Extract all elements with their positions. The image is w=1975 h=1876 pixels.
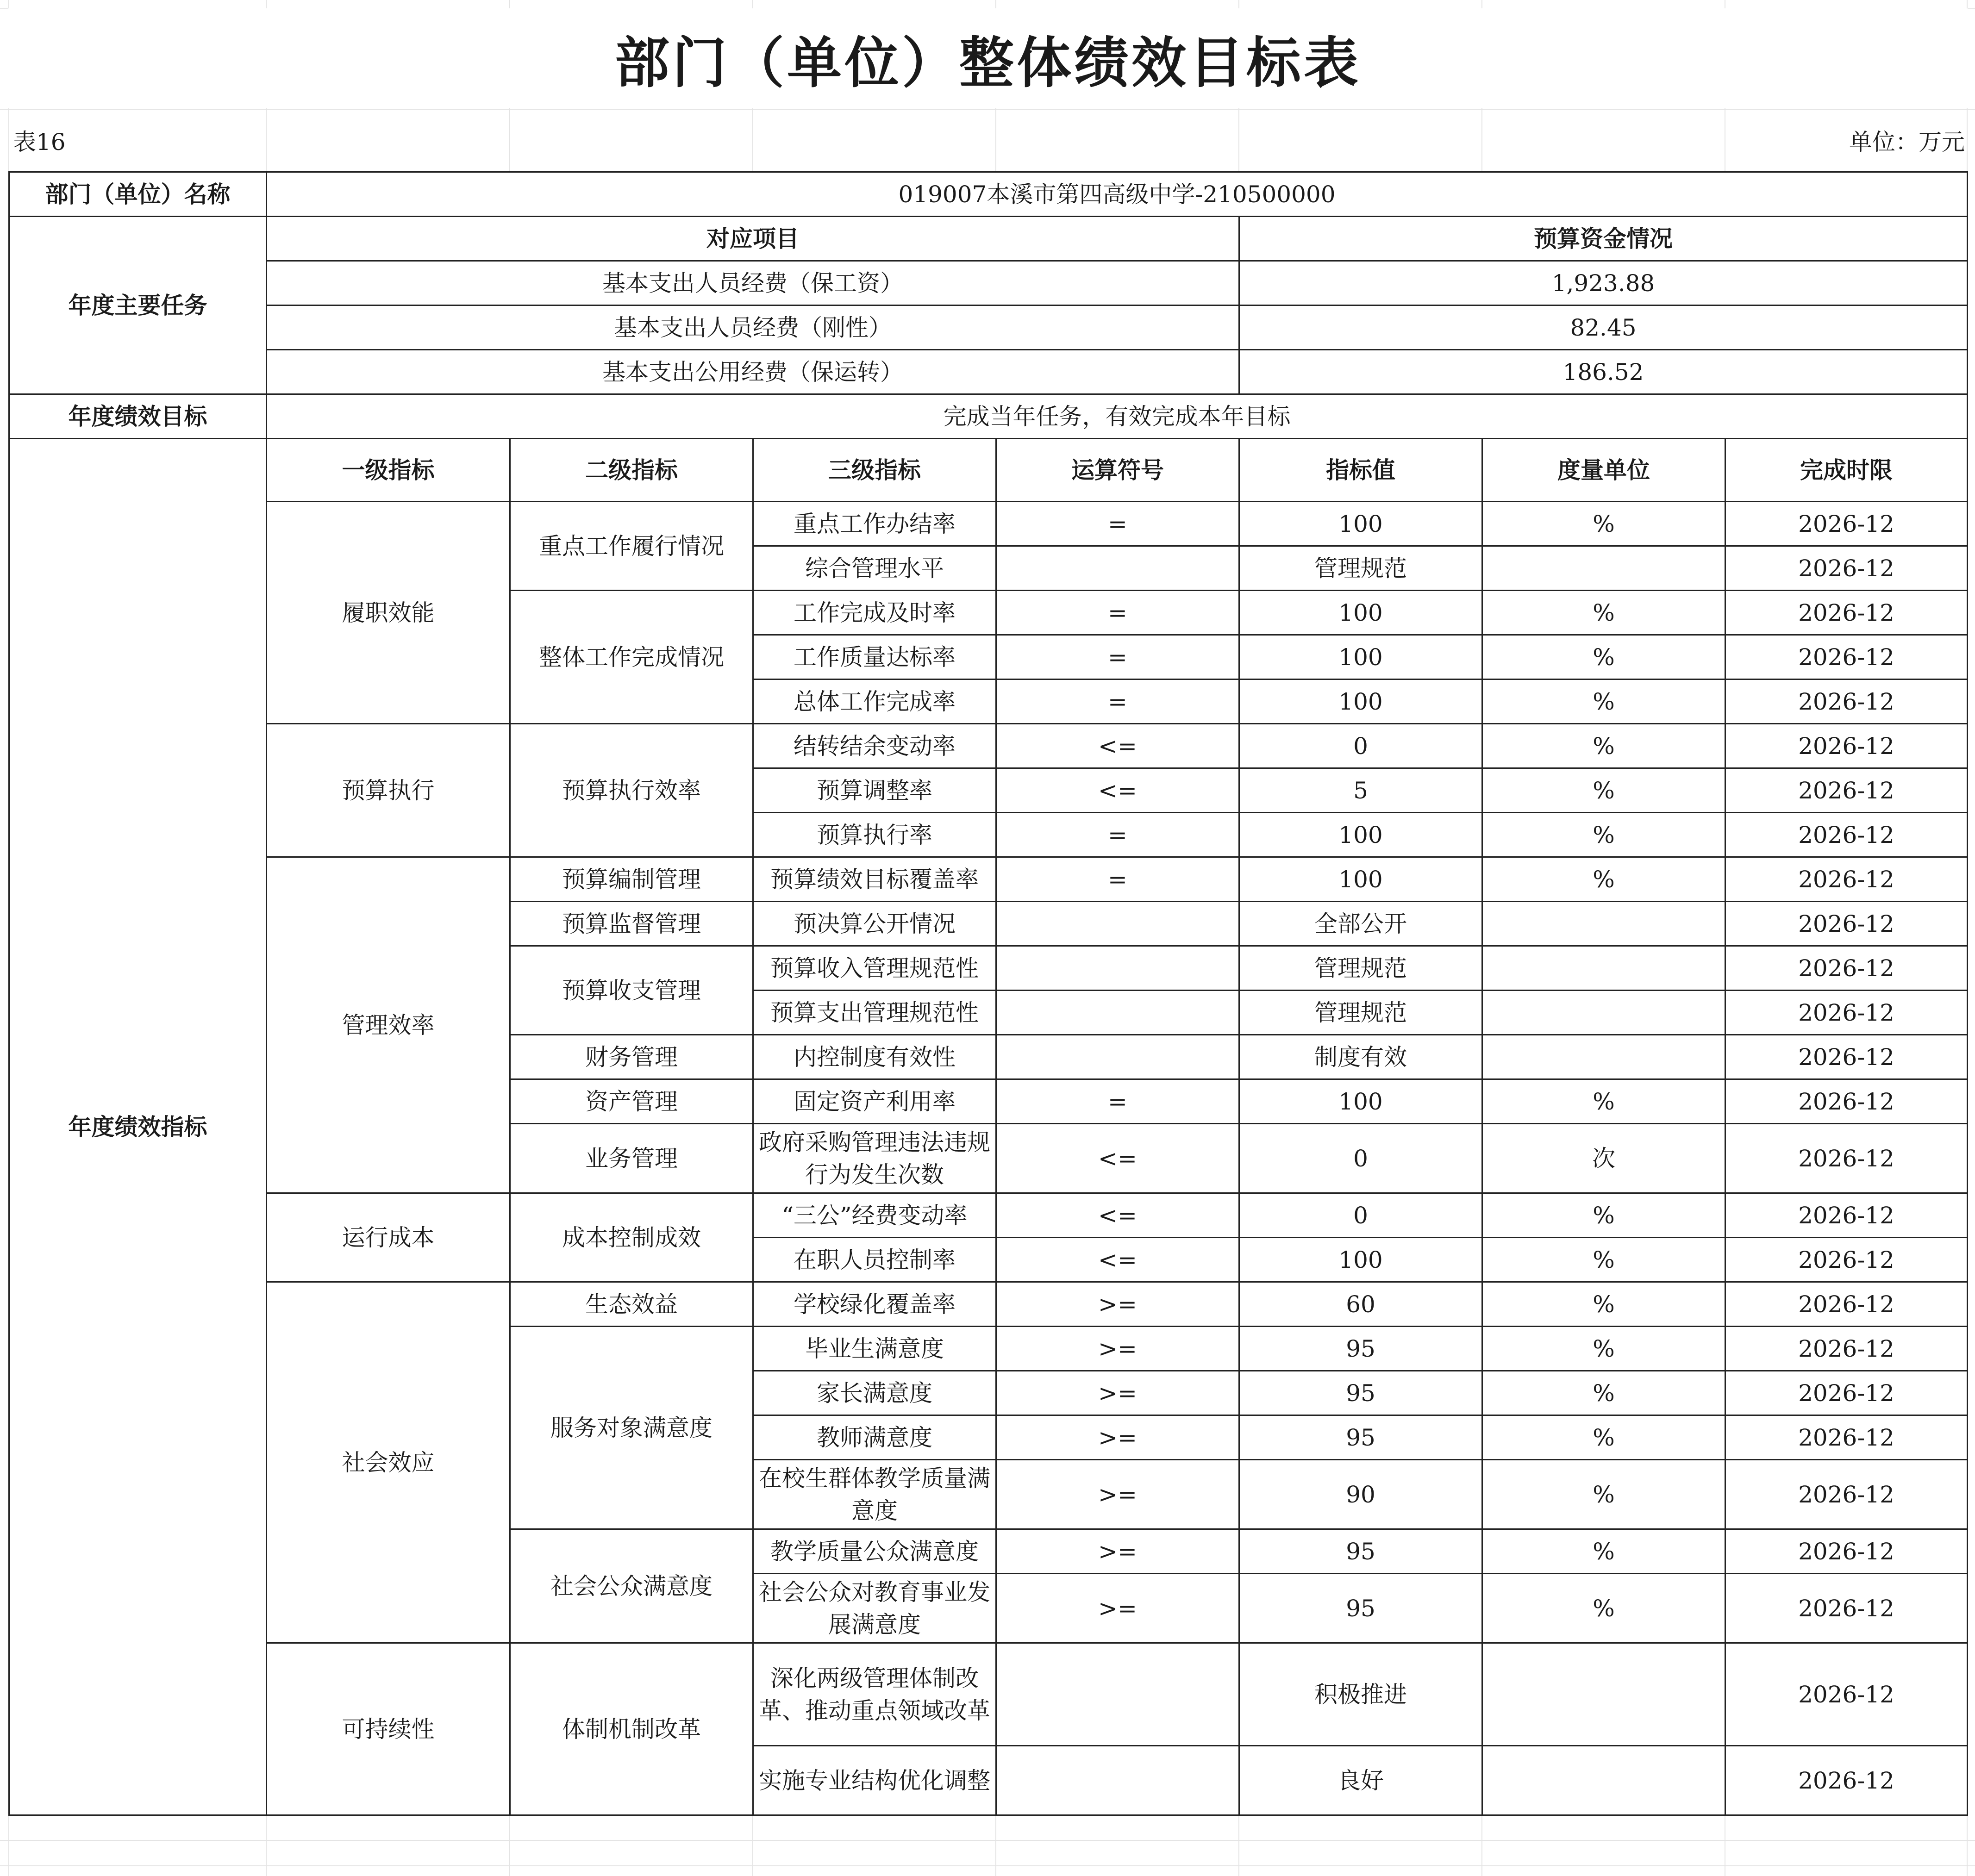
- level2-cell: 服务对象满意度: [510, 1327, 753, 1529]
- performance-table: [8, 171, 1968, 1816]
- deadline-cell[interactable]: 2026-12: [1725, 1035, 1968, 1079]
- level3-cell[interactable]: 预算调整率: [753, 768, 996, 813]
- value-cell[interactable]: 95: [1239, 1574, 1482, 1643]
- level2-cell: 预算编制管理: [510, 857, 753, 902]
- level3-cell[interactable]: 政府采购管理违法违规行为发生次数: [753, 1124, 996, 1193]
- operator-cell[interactable]: =: [996, 1079, 1239, 1124]
- value-cell[interactable]: 95: [1239, 1327, 1482, 1371]
- tasks-col-budget: 预算资金情况: [1239, 217, 1968, 261]
- level3-cell[interactable]: 预算收入管理规范性: [753, 946, 996, 991]
- operator-cell[interactable]: >=: [996, 1460, 1239, 1529]
- value-cell[interactable]: 100: [1239, 1079, 1482, 1124]
- unit-cell[interactable]: [1482, 1746, 1725, 1815]
- unit-cell[interactable]: %: [1482, 591, 1725, 635]
- unit-cell[interactable]: %: [1482, 1574, 1725, 1643]
- unit-cell[interactable]: %: [1482, 1371, 1725, 1415]
- value-cell[interactable]: 管理规范: [1239, 546, 1482, 591]
- deadline-cell[interactable]: 2026-12: [1725, 1193, 1968, 1238]
- deadline-cell[interactable]: 2026-12: [1725, 768, 1968, 813]
- level3-cell[interactable]: 教学质量公众满意度: [753, 1529, 996, 1574]
- level2-cell: 整体工作完成情况: [510, 591, 753, 724]
- task-project[interactable]: 基本支出人员经费（刚性）: [267, 305, 1239, 350]
- operator-cell[interactable]: <=: [996, 1124, 1239, 1193]
- value-cell[interactable]: 管理规范: [1239, 946, 1482, 991]
- indicator-row: [9, 1193, 1968, 1238]
- value-cell[interactable]: 100: [1239, 635, 1482, 679]
- value-cell[interactable]: 管理规范: [1239, 991, 1482, 1035]
- operator-cell[interactable]: >=: [996, 1529, 1239, 1574]
- value-cell[interactable]: 0: [1239, 1193, 1482, 1238]
- goal-value[interactable]: 完成当年任务，有效完成本年目标: [267, 394, 1968, 439]
- operator-cell[interactable]: =: [996, 813, 1239, 857]
- level2-cell: 生态效益: [510, 1282, 753, 1327]
- operator-cell[interactable]: [996, 902, 1239, 946]
- deadline-cell[interactable]: 2026-12: [1725, 1574, 1968, 1643]
- deadline-cell[interactable]: 2026-12: [1725, 635, 1968, 679]
- deadline-cell[interactable]: 2026-12: [1725, 902, 1968, 946]
- unit-cell[interactable]: %: [1482, 1193, 1725, 1238]
- operator-cell[interactable]: =: [996, 857, 1239, 902]
- level2-cell: 重点工作履行情况: [510, 502, 753, 591]
- operator-cell[interactable]: =: [996, 635, 1239, 679]
- unit-cell[interactable]: [1482, 946, 1725, 991]
- task-project[interactable]: 基本支出人员经费（保工资）: [267, 261, 1239, 305]
- unit-cell[interactable]: %: [1482, 1238, 1725, 1282]
- task-row: [9, 350, 1968, 394]
- unit-cell[interactable]: [1482, 1035, 1725, 1079]
- level3-cell[interactable]: 综合管理水平: [753, 546, 996, 591]
- level3-cell[interactable]: 总体工作完成率: [753, 679, 996, 724]
- value-cell[interactable]: 100: [1239, 857, 1482, 902]
- level3-cell[interactable]: 在职人员控制率: [753, 1238, 996, 1282]
- deadline-cell[interactable]: 2026-12: [1725, 946, 1968, 991]
- level2-cell: 社会公众满意度: [510, 1529, 753, 1643]
- level3-cell[interactable]: 教师满意度: [753, 1415, 996, 1460]
- unit-cell[interactable]: %: [1482, 1079, 1725, 1124]
- level2-cell: 预算执行效率: [510, 724, 753, 857]
- dept-row: [9, 172, 1968, 217]
- operator-cell[interactable]: >=: [996, 1327, 1239, 1371]
- value-cell[interactable]: 60: [1239, 1282, 1482, 1327]
- task-row: [9, 305, 1968, 350]
- deadline-cell[interactable]: 2026-12: [1725, 1371, 1968, 1415]
- level1-cell: 管理效率: [267, 857, 510, 1193]
- gridline: [0, 1840, 1975, 1841]
- level3-cell[interactable]: 重点工作办结率: [753, 502, 996, 546]
- value-cell[interactable]: 0: [1239, 1124, 1482, 1193]
- deadline-cell[interactable]: 2026-12: [1725, 1529, 1968, 1574]
- unit-cell[interactable]: %: [1482, 635, 1725, 679]
- level2-cell: 预算监督管理: [510, 902, 753, 946]
- level2-cell: 体制机制改革: [510, 1643, 753, 1815]
- level3-cell[interactable]: 工作完成及时率: [753, 591, 996, 635]
- deadline-cell[interactable]: 2026-12: [1725, 857, 1968, 902]
- indicators-label: 年度绩效指标: [9, 439, 267, 1815]
- unit-cell[interactable]: %: [1482, 1327, 1725, 1371]
- level3-cell[interactable]: 预决算公开情况: [753, 902, 996, 946]
- unit-cell[interactable]: %: [1482, 768, 1725, 813]
- value-cell[interactable]: 100: [1239, 679, 1482, 724]
- indicator-header-row: [9, 439, 1968, 502]
- unit-cell[interactable]: %: [1482, 679, 1725, 724]
- value-cell[interactable]: 95: [1239, 1371, 1482, 1415]
- level3-cell[interactable]: 学校绿化覆盖率: [753, 1282, 996, 1327]
- task-budget[interactable]: 1,923.88: [1239, 261, 1968, 305]
- operator-cell[interactable]: [996, 1035, 1239, 1079]
- level3-cell[interactable]: 工作质量达标率: [753, 635, 996, 679]
- level2-cell: 成本控制成效: [510, 1193, 753, 1282]
- level3-cell[interactable]: 家长满意度: [753, 1371, 996, 1415]
- gridline: [0, 1865, 1975, 1866]
- level2-cell: 预算收支管理: [510, 946, 753, 1035]
- value-cell[interactable]: 100: [1239, 502, 1482, 546]
- operator-cell[interactable]: [996, 1746, 1239, 1815]
- unit-cell[interactable]: [1482, 546, 1725, 591]
- deadline-cell[interactable]: 2026-12: [1725, 591, 1968, 635]
- level3-cell[interactable]: 结转结余变动率: [753, 724, 996, 768]
- level3-cell[interactable]: 在校生群体教学质量满意度: [753, 1460, 996, 1529]
- unit-cell[interactable]: %: [1482, 724, 1725, 768]
- operator-cell[interactable]: =: [996, 591, 1239, 635]
- operator-cell[interactable]: >=: [996, 1371, 1239, 1415]
- operator-cell[interactable]: [996, 1643, 1239, 1746]
- col-header: 完成时限: [1725, 439, 1968, 502]
- unit-cell[interactable]: %: [1482, 1415, 1725, 1460]
- unit-cell[interactable]: %: [1482, 1460, 1725, 1529]
- value-cell[interactable]: 良好: [1239, 1746, 1482, 1815]
- level1-cell: 预算执行: [267, 724, 510, 857]
- col-header: 二级指标: [510, 439, 753, 502]
- level3-cell[interactable]: 深化两级管理体制改革、推动重点领域改革: [753, 1643, 996, 1746]
- level2-cell: 业务管理: [510, 1124, 753, 1193]
- operator-cell[interactable]: [996, 991, 1239, 1035]
- table-number: 表16: [13, 128, 66, 156]
- unit-cell[interactable]: [1482, 902, 1725, 946]
- unit-label: 单位：万元: [1849, 128, 1965, 156]
- dept-label: 部门（单位）名称: [9, 172, 267, 217]
- level3-cell[interactable]: 预算支出管理规范性: [753, 991, 996, 1035]
- value-cell[interactable]: 95: [1239, 1529, 1482, 1574]
- task-project[interactable]: 基本支出公用经费（保运转）: [267, 350, 1239, 394]
- value-cell[interactable]: 100: [1239, 591, 1482, 635]
- level3-cell[interactable]: “三公”经费变动率: [753, 1193, 996, 1238]
- value-cell[interactable]: 0: [1239, 724, 1482, 768]
- unit-cell[interactable]: %: [1482, 502, 1725, 546]
- tasks-label: 年度主要任务: [9, 217, 267, 394]
- operator-cell[interactable]: <=: [996, 768, 1239, 813]
- deadline-cell[interactable]: 2026-12: [1725, 1327, 1968, 1371]
- indicator-row: [9, 502, 1968, 546]
- operator-cell[interactable]: <=: [996, 1193, 1239, 1238]
- level1-cell: 履职效能: [267, 502, 510, 724]
- unit-cell[interactable]: %: [1482, 1282, 1725, 1327]
- unit-cell[interactable]: 次: [1482, 1124, 1725, 1193]
- deadline-cell[interactable]: 2026-12: [1725, 1238, 1968, 1282]
- gridline: [0, 109, 1975, 110]
- deadline-cell[interactable]: 2026-12: [1725, 1124, 1968, 1193]
- unit-cell[interactable]: [1482, 1643, 1725, 1746]
- level3-cell[interactable]: 内控制度有效性: [753, 1035, 996, 1079]
- unit-cell[interactable]: %: [1482, 813, 1725, 857]
- value-cell[interactable]: 100: [1239, 813, 1482, 857]
- level1-cell: 可持续性: [267, 1643, 510, 1815]
- value-cell[interactable]: 制度有效: [1239, 1035, 1482, 1079]
- indicator-row: [9, 1643, 1968, 1746]
- deadline-cell[interactable]: 2026-12: [1725, 1460, 1968, 1529]
- dept-value[interactable]: 019007本溪市第四高级中学-210500000: [267, 172, 1968, 217]
- operator-cell[interactable]: [996, 946, 1239, 991]
- tasks-header-row: [9, 217, 1968, 261]
- deadline-cell[interactable]: 2026-12: [1725, 1643, 1968, 1746]
- level3-cell[interactable]: 固定资产利用率: [753, 1079, 996, 1124]
- deadline-cell[interactable]: 2026-12: [1725, 813, 1968, 857]
- operator-cell[interactable]: =: [996, 502, 1239, 546]
- unit-cell[interactable]: %: [1482, 857, 1725, 902]
- deadline-cell[interactable]: 2026-12: [1725, 1746, 1968, 1815]
- deadline-cell[interactable]: 2026-12: [1725, 991, 1968, 1035]
- operator-cell[interactable]: [996, 546, 1239, 591]
- value-cell[interactable]: 全部公开: [1239, 902, 1482, 946]
- level2-cell: 资产管理: [510, 1079, 753, 1124]
- level3-cell[interactable]: 预算执行率: [753, 813, 996, 857]
- col-header: 运算符号: [996, 439, 1239, 502]
- level1-cell: 运行成本: [267, 1193, 510, 1282]
- level3-cell[interactable]: 社会公众对教育事业发展满意度: [753, 1574, 996, 1643]
- value-cell[interactable]: 积极推进: [1239, 1643, 1482, 1746]
- value-cell[interactable]: 5: [1239, 768, 1482, 813]
- tasks-col-project: 对应项目: [267, 217, 1239, 261]
- task-budget[interactable]: 186.52: [1239, 350, 1968, 394]
- page-title: 部门（单位）整体绩效目标表: [8, 8, 1968, 108]
- value-cell[interactable]: 90: [1239, 1460, 1482, 1529]
- goal-label: 年度绩效目标: [9, 394, 267, 439]
- level3-cell[interactable]: 毕业生满意度: [753, 1327, 996, 1371]
- deadline-cell[interactable]: 2026-12: [1725, 724, 1968, 768]
- task-budget[interactable]: 82.45: [1239, 305, 1968, 350]
- col-header: 一级指标: [267, 439, 510, 502]
- deadline-cell[interactable]: 2026-12: [1725, 679, 1968, 724]
- deadline-cell[interactable]: 2026-12: [1725, 1282, 1968, 1327]
- value-cell[interactable]: 100: [1239, 1238, 1482, 1282]
- deadline-cell[interactable]: 2026-12: [1725, 1415, 1968, 1460]
- indicator-row: [9, 857, 1968, 902]
- deadline-cell[interactable]: 2026-12: [1725, 546, 1968, 591]
- deadline-cell[interactable]: 2026-12: [1725, 1079, 1968, 1124]
- task-row: [9, 261, 1968, 305]
- operator-cell[interactable]: <=: [996, 1238, 1239, 1282]
- col-header: 三级指标: [753, 439, 996, 502]
- deadline-cell[interactable]: 2026-12: [1725, 502, 1968, 546]
- unit-cell[interactable]: [1482, 991, 1725, 1035]
- col-header: 度量单位: [1482, 439, 1725, 502]
- operator-cell[interactable]: >=: [996, 1574, 1239, 1643]
- unit-cell[interactable]: %: [1482, 1529, 1725, 1574]
- operator-cell[interactable]: >=: [996, 1415, 1239, 1460]
- value-cell[interactable]: 95: [1239, 1415, 1482, 1460]
- operator-cell[interactable]: >=: [996, 1282, 1239, 1327]
- operator-cell[interactable]: =: [996, 679, 1239, 724]
- operator-cell[interactable]: <=: [996, 724, 1239, 768]
- level3-cell[interactable]: 实施专业结构优化调整: [753, 1746, 996, 1815]
- goal-row: [9, 394, 1968, 439]
- indicator-row: [9, 724, 1968, 768]
- level3-cell[interactable]: 预算绩效目标覆盖率: [753, 857, 996, 902]
- col-header: 指标值: [1239, 439, 1482, 502]
- indicator-row: [9, 1282, 1968, 1327]
- level1-cell: 社会效应: [267, 1282, 510, 1643]
- level2-cell: 财务管理: [510, 1035, 753, 1079]
